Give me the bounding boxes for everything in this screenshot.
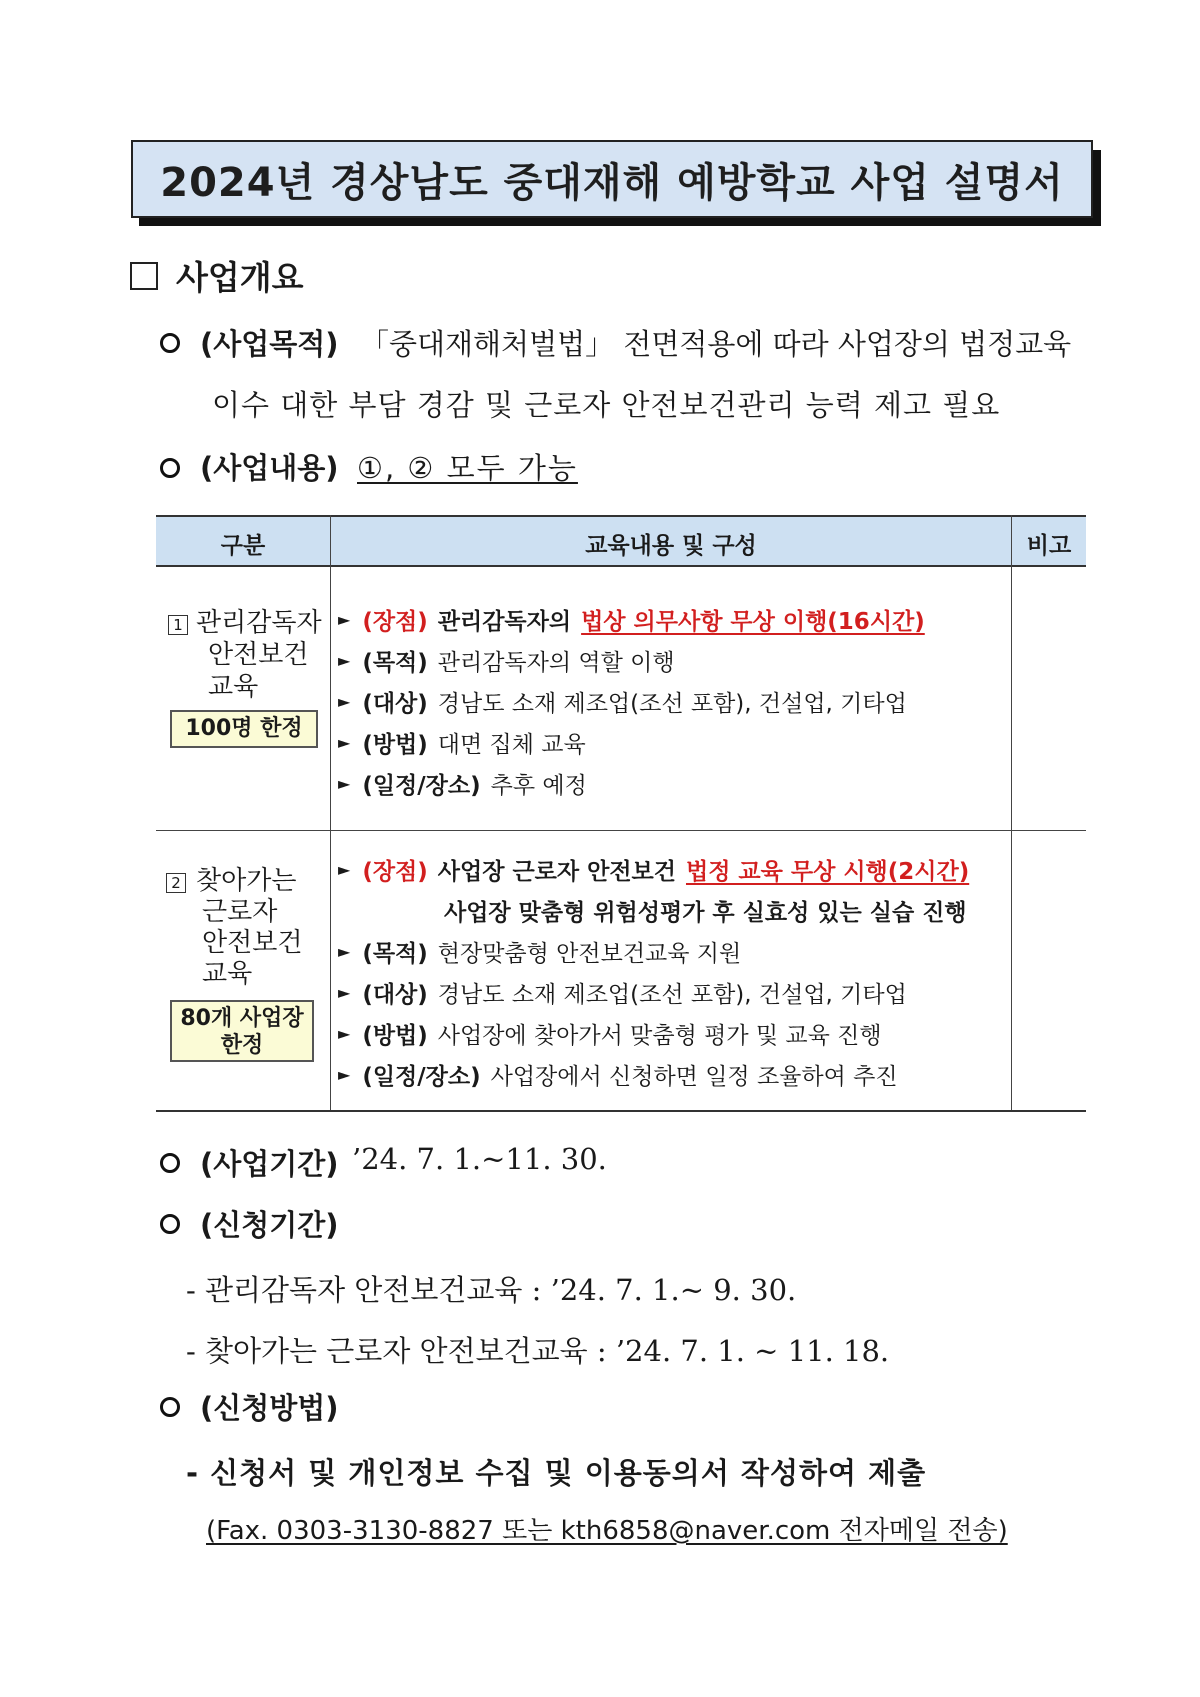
- period-value: ’24. 7. 1.~11. 30.: [352, 1142, 607, 1176]
- list-item: ► (장점) 사업장 근로자 안전보건 법정 교육 무상 시행(2시간): [338, 859, 970, 885]
- category-line: 관리감독자: [196, 608, 322, 638]
- triangle-bullet-icon: ►: [338, 733, 351, 752]
- purpose-line1: 「중대재해처벌법」 전면적용에 따라 사업장의 법정교육: [360, 327, 1072, 361]
- list-item-continuation: 사업장 맞춤형 위험성평가 후 실효성 있는 실습 진행: [444, 900, 967, 926]
- triangle-bullet-icon: ►: [338, 774, 351, 793]
- circle-bullet-icon: [160, 1397, 180, 1417]
- header-category: 구분: [220, 533, 266, 559]
- list-item: ► (장점) 관리감독자의 법상 의무사항 무상 이행(16시간): [338, 609, 925, 635]
- triangle-bullet-icon: ►: [338, 983, 351, 1002]
- triangle-bullet-icon: ►: [338, 651, 351, 670]
- limit-badge: 80개 사업장 한정: [170, 1000, 314, 1062]
- apply-period-label: (신청기간): [200, 1208, 339, 1242]
- category-line: 교육: [202, 959, 253, 989]
- document-title: 2024년 경상남도 중대재해 예방학교 사업 설명서: [131, 140, 1093, 218]
- list-item: ► (방법) 사업장에 찾아가서 맞춤형 평가 및 교육 진행: [338, 1023, 882, 1049]
- checkbox-square-icon: [130, 262, 158, 290]
- column-divider: [330, 515, 331, 1112]
- purpose-line2: 이수 대한 부담 경감 및 근로자 안전보건관리 능력 제고 필요: [212, 388, 1001, 422]
- list-item: ► (목적) 현장맞춤형 안전보건교육 지원: [338, 941, 742, 967]
- category-line: 교육: [208, 672, 259, 702]
- circle-bullet-icon: [160, 1153, 180, 1173]
- triangle-bullet-icon: ►: [338, 1024, 351, 1043]
- apply-method-line1: - 신청서 및 개인정보 수집 및 이용동의서 작성하여 제출: [186, 1456, 927, 1490]
- triangle-bullet-icon: ►: [338, 1065, 351, 1084]
- content-label: (사업내용): [200, 451, 339, 485]
- triangle-bullet-icon: ►: [338, 942, 351, 961]
- triangle-bullet-icon: ►: [338, 610, 351, 629]
- triangle-bullet-icon: ►: [338, 860, 351, 879]
- list-item: ► (일정/장소) 사업장에서 신청하면 일정 조율하여 추진: [338, 1064, 898, 1090]
- header-content: 교육내용 및 구성: [585, 533, 757, 559]
- list-item: ► (방법) 대면 집체 교육: [338, 732, 586, 758]
- period-label: (사업기간): [200, 1147, 339, 1181]
- list-item: ► (대상) 경남도 소재 제조업(조선 포함), 건설업, 기타업: [338, 691, 907, 717]
- list-item: ► (목적) 관리감독자의 역할 이행: [338, 650, 675, 676]
- program-table: [156, 515, 1086, 1112]
- circle-bullet-icon: [160, 333, 180, 353]
- content-value: ①, ② 모두 가능: [357, 451, 578, 485]
- apply-method-label: (신청방법): [200, 1391, 339, 1425]
- category-line: 근로자: [202, 897, 278, 927]
- apply-period-item: - 찾아가는 근로자 안전보건교육 : ’24. 7. 1. ~ 11. 18.: [186, 1334, 890, 1368]
- triangle-bullet-icon: ►: [338, 692, 351, 711]
- table-bottom-border: [156, 1110, 1086, 1112]
- header-note: 비고: [1026, 533, 1072, 559]
- category-line: 안전보건: [208, 640, 309, 670]
- circle-bullet-icon: [160, 458, 180, 478]
- row-number-badge: 2: [166, 873, 186, 893]
- category-line: 안전보건: [202, 928, 303, 958]
- circle-bullet-icon: [160, 1214, 180, 1234]
- column-divider: [1011, 515, 1012, 1112]
- list-item: ► (일정/장소) 추후 예정: [338, 773, 587, 799]
- list-item: ► (대상) 경남도 소재 제조업(조선 포함), 건설업, 기타업: [338, 982, 907, 1008]
- section-title: 사업개요: [176, 258, 304, 297]
- row-divider: [156, 830, 1086, 831]
- apply-method-contact: (Fax. 0303-3130-8827 또는 kth6858@naver.com 전자메일 전송): [206, 1516, 1008, 1546]
- apply-period-item: - 관리감독자 안전보건교육 : ’24. 7. 1.~ 9. 30.: [186, 1273, 797, 1307]
- limit-badge: 100명 한정: [170, 710, 318, 748]
- purpose-label: (사업목적): [200, 327, 339, 361]
- row-number-badge: 1: [168, 615, 188, 635]
- category-line: 찾아가는: [196, 866, 297, 896]
